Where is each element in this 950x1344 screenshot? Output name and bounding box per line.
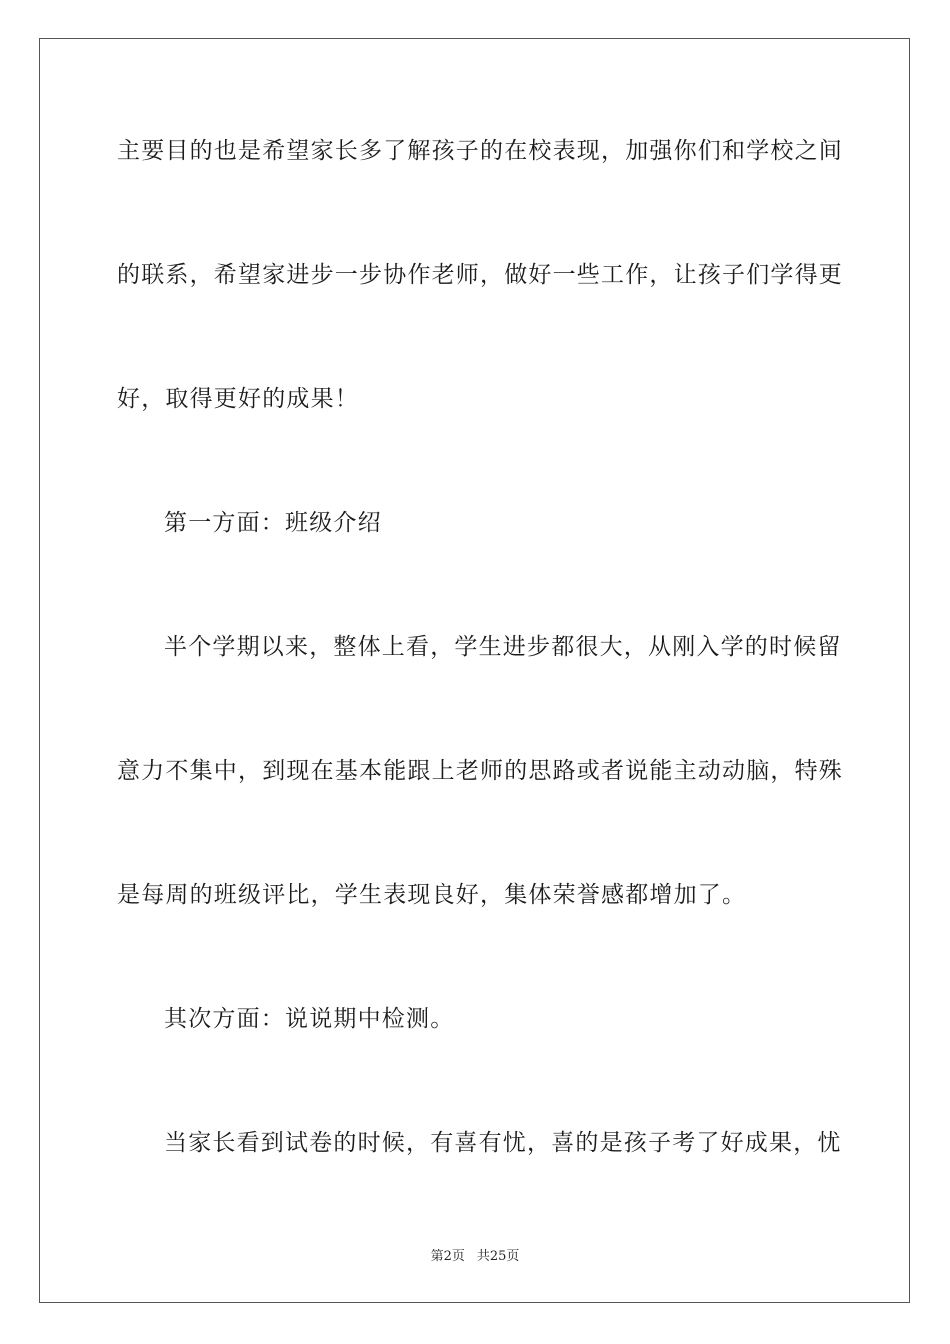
- page-total: 共25页: [476, 1249, 520, 1264]
- body-line-3: 好，取得更好的成果！: [117, 386, 359, 412]
- body-line-2: 的联系，希望家进步一步协作老师，做好一些工作，让孩子们学得更: [117, 262, 843, 288]
- page-footer: [0, 1248, 950, 1266]
- section-heading-1: 第一方面：班级介绍: [164, 510, 382, 536]
- section-heading-2: 其次方面：说说期中检测。: [164, 1006, 455, 1032]
- body-line-7: 是每周的班级评比，学生表现良好，集体荣誉感都增加了。: [117, 882, 747, 908]
- body-line-9: 当家长看到试卷的时候，有喜有忧，喜的是孩子考了好成果，忧: [164, 1130, 842, 1156]
- body-line-5: 半个学期以来，整体上看，学生进步都很大，从刚入学的时候留: [164, 634, 842, 660]
- body-line-6: 意力不集中，到现在基本能跟上老师的思路或者说能主动动脑，特殊: [117, 758, 843, 784]
- page-border: [39, 38, 910, 1303]
- page-number: 第2页: [430, 1249, 465, 1264]
- body-line-1: 主要目的也是希望家长多了解孩子的在校表现，加强你们和学校之间: [117, 138, 843, 164]
